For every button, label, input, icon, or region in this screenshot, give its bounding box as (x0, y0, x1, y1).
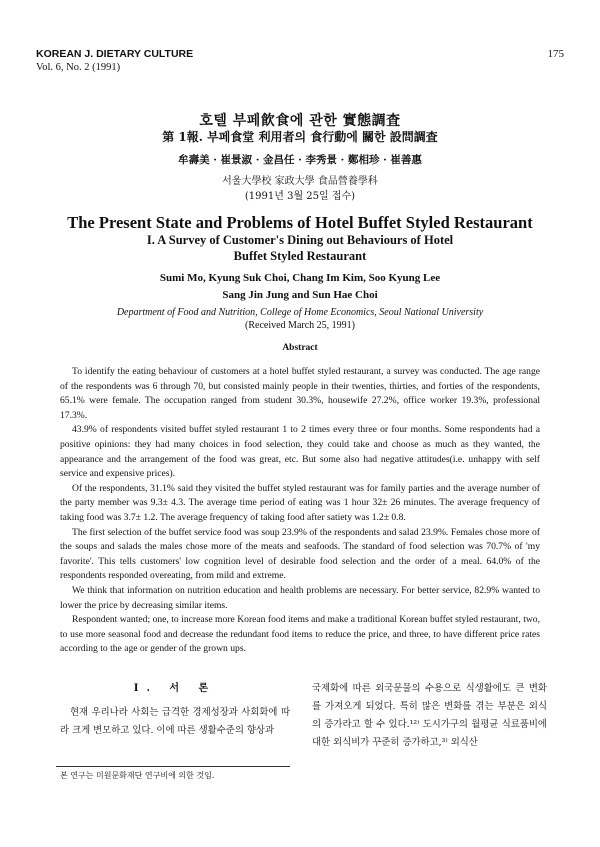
english-department: Department of Food and Nutrition, College of Home Economics, Seoul National University (116, 307, 484, 318)
journal-volume: Vol. 6, No. 2 (1991) (36, 62, 121, 73)
korean-affiliation: 서울大學校 家政大學 食品營養學科 (222, 176, 378, 187)
footnote: 본 연구는 미원문화재단 연구비에 의한 것임. (60, 771, 215, 780)
journal-name: KOREAN J. DIETARY CULTURE (36, 48, 194, 60)
english-authors-line2: Sang Jin Jung and Sun Hae Choi (222, 289, 378, 301)
abstract-heading: Abstract (282, 343, 318, 353)
english-authors-line1: Sumi Mo, Kyung Suk Choi, Chang Im Kim, Soo Kyung Lee (159, 272, 441, 284)
abstract-paragraph: The first selection of the buffet service food was soup 23.9% of the respondents and salad 23.9%. Females chose more of the soups and salads the males chose more of the meats and seafoods. The standard of food selection was 70.7% of 'my favorite'. This tells customers' low cognition level of desirable food selection and the order of a meal. 64.0% of the respondents responded overeating, from mild and extreme. (60, 526, 540, 582)
abstract-paragraph: To identify the eating behaviour of customers at a hotel buffet styled restaurant, a survey was conducted. The age range of the respondents was 6 through 70, but consisted mainly people in their twenties, thirties, and forties of the respondents, 65.1% were female. The occupation ranged from student 30.3%, housewife 27.2%, office worker 19.3%, professional 17.3%. (60, 366, 540, 421)
english-subtitle-line1: I. A Survey of Customer's Dining out Behaviours of Hotel (146, 233, 454, 247)
abstract-paragraph: Of the respondents, 31.1% said they visited the buffet styled restaurant was for family parties and the average number of the party member was 9.3± 4.3. The average time period of eating was 1 hour 32± 26 minutes. The average frequency of taking food was 3.7± 1.2. The average frequency of taking food after satiety was 1.2± 0.8. (60, 482, 540, 523)
abstract-paragraph: Respondent wanted; one, to increase more Korean food items and make a traditional Korean buffet styled restaurant, two, to use more seasonal food and decrease the redundant food items to reduce the price, and three, to have different price rates according to the age or gender of the grown ups. (60, 614, 540, 655)
journal-header (36, 48, 193, 74)
abstract-paragraph: We think that information on nutrition education and health problems are necessary. For better service, 82.9% wanted to lower the price by decreasing similar items. (60, 584, 540, 611)
english-received-date: (Received March 25, 1991) (245, 320, 355, 331)
body-paragraph-left: 현재 우리나라 사회는 급격한 경제성장과 사회화에 따라 크게 변모하고 있다. 이에 따른 생활수준의 향상과 (60, 707, 290, 736)
english-title: The Present State and Problems of Hotel Buffet Styled Restaurant (67, 213, 533, 232)
body-paragraph-right: 국제화에 따른 외국문물의 수용으로 식생활에도 큰 변화를 가져오게 되었다. 특히 많은 변화를 겪는 부분은 외식의 증가라고 할 수 있다.¹²⁾ 도시가구의 월평균 식료품비에 대한 외식비가 꾸준히 증가하고,³⁾ 외식산 (312, 683, 547, 748)
body-left-column (60, 680, 290, 740)
korean-title: 호텔 부페飮食에 관한 實態調査 (199, 113, 401, 129)
english-subtitle-line2: Buffet Styled Restaurant (233, 249, 367, 263)
korean-received-date: (1991년 3월 25일 접수) (244, 191, 356, 202)
body-right-column (312, 680, 547, 752)
page-number: 175 (547, 48, 564, 60)
abstract-paragraph: 43.9% of respondents visited buffet styled restaurant 1 to 2 times every three or four months. Some respondents had a positive opinions: they had many choices in food selection, they could take and choose as much as they wanted, the appearance and the arrangement of the food was great, etc. But some also had negative attitudes(i.e. unhappy with self service and expensive prices). (60, 424, 540, 480)
footnote-divider (56, 766, 290, 767)
abstract-body (60, 365, 540, 657)
korean-subtitle: 第 1報. 부페食堂 利用者의 食行動에 關한 設問調査 (162, 130, 438, 144)
korean-authors: 牟壽美 · 崔景淑 · 金昌任 · 李秀景 · 鄭相珍 · 崔善惠 (178, 154, 422, 166)
section-heading-introduction: I. 서 론 (133, 683, 217, 694)
